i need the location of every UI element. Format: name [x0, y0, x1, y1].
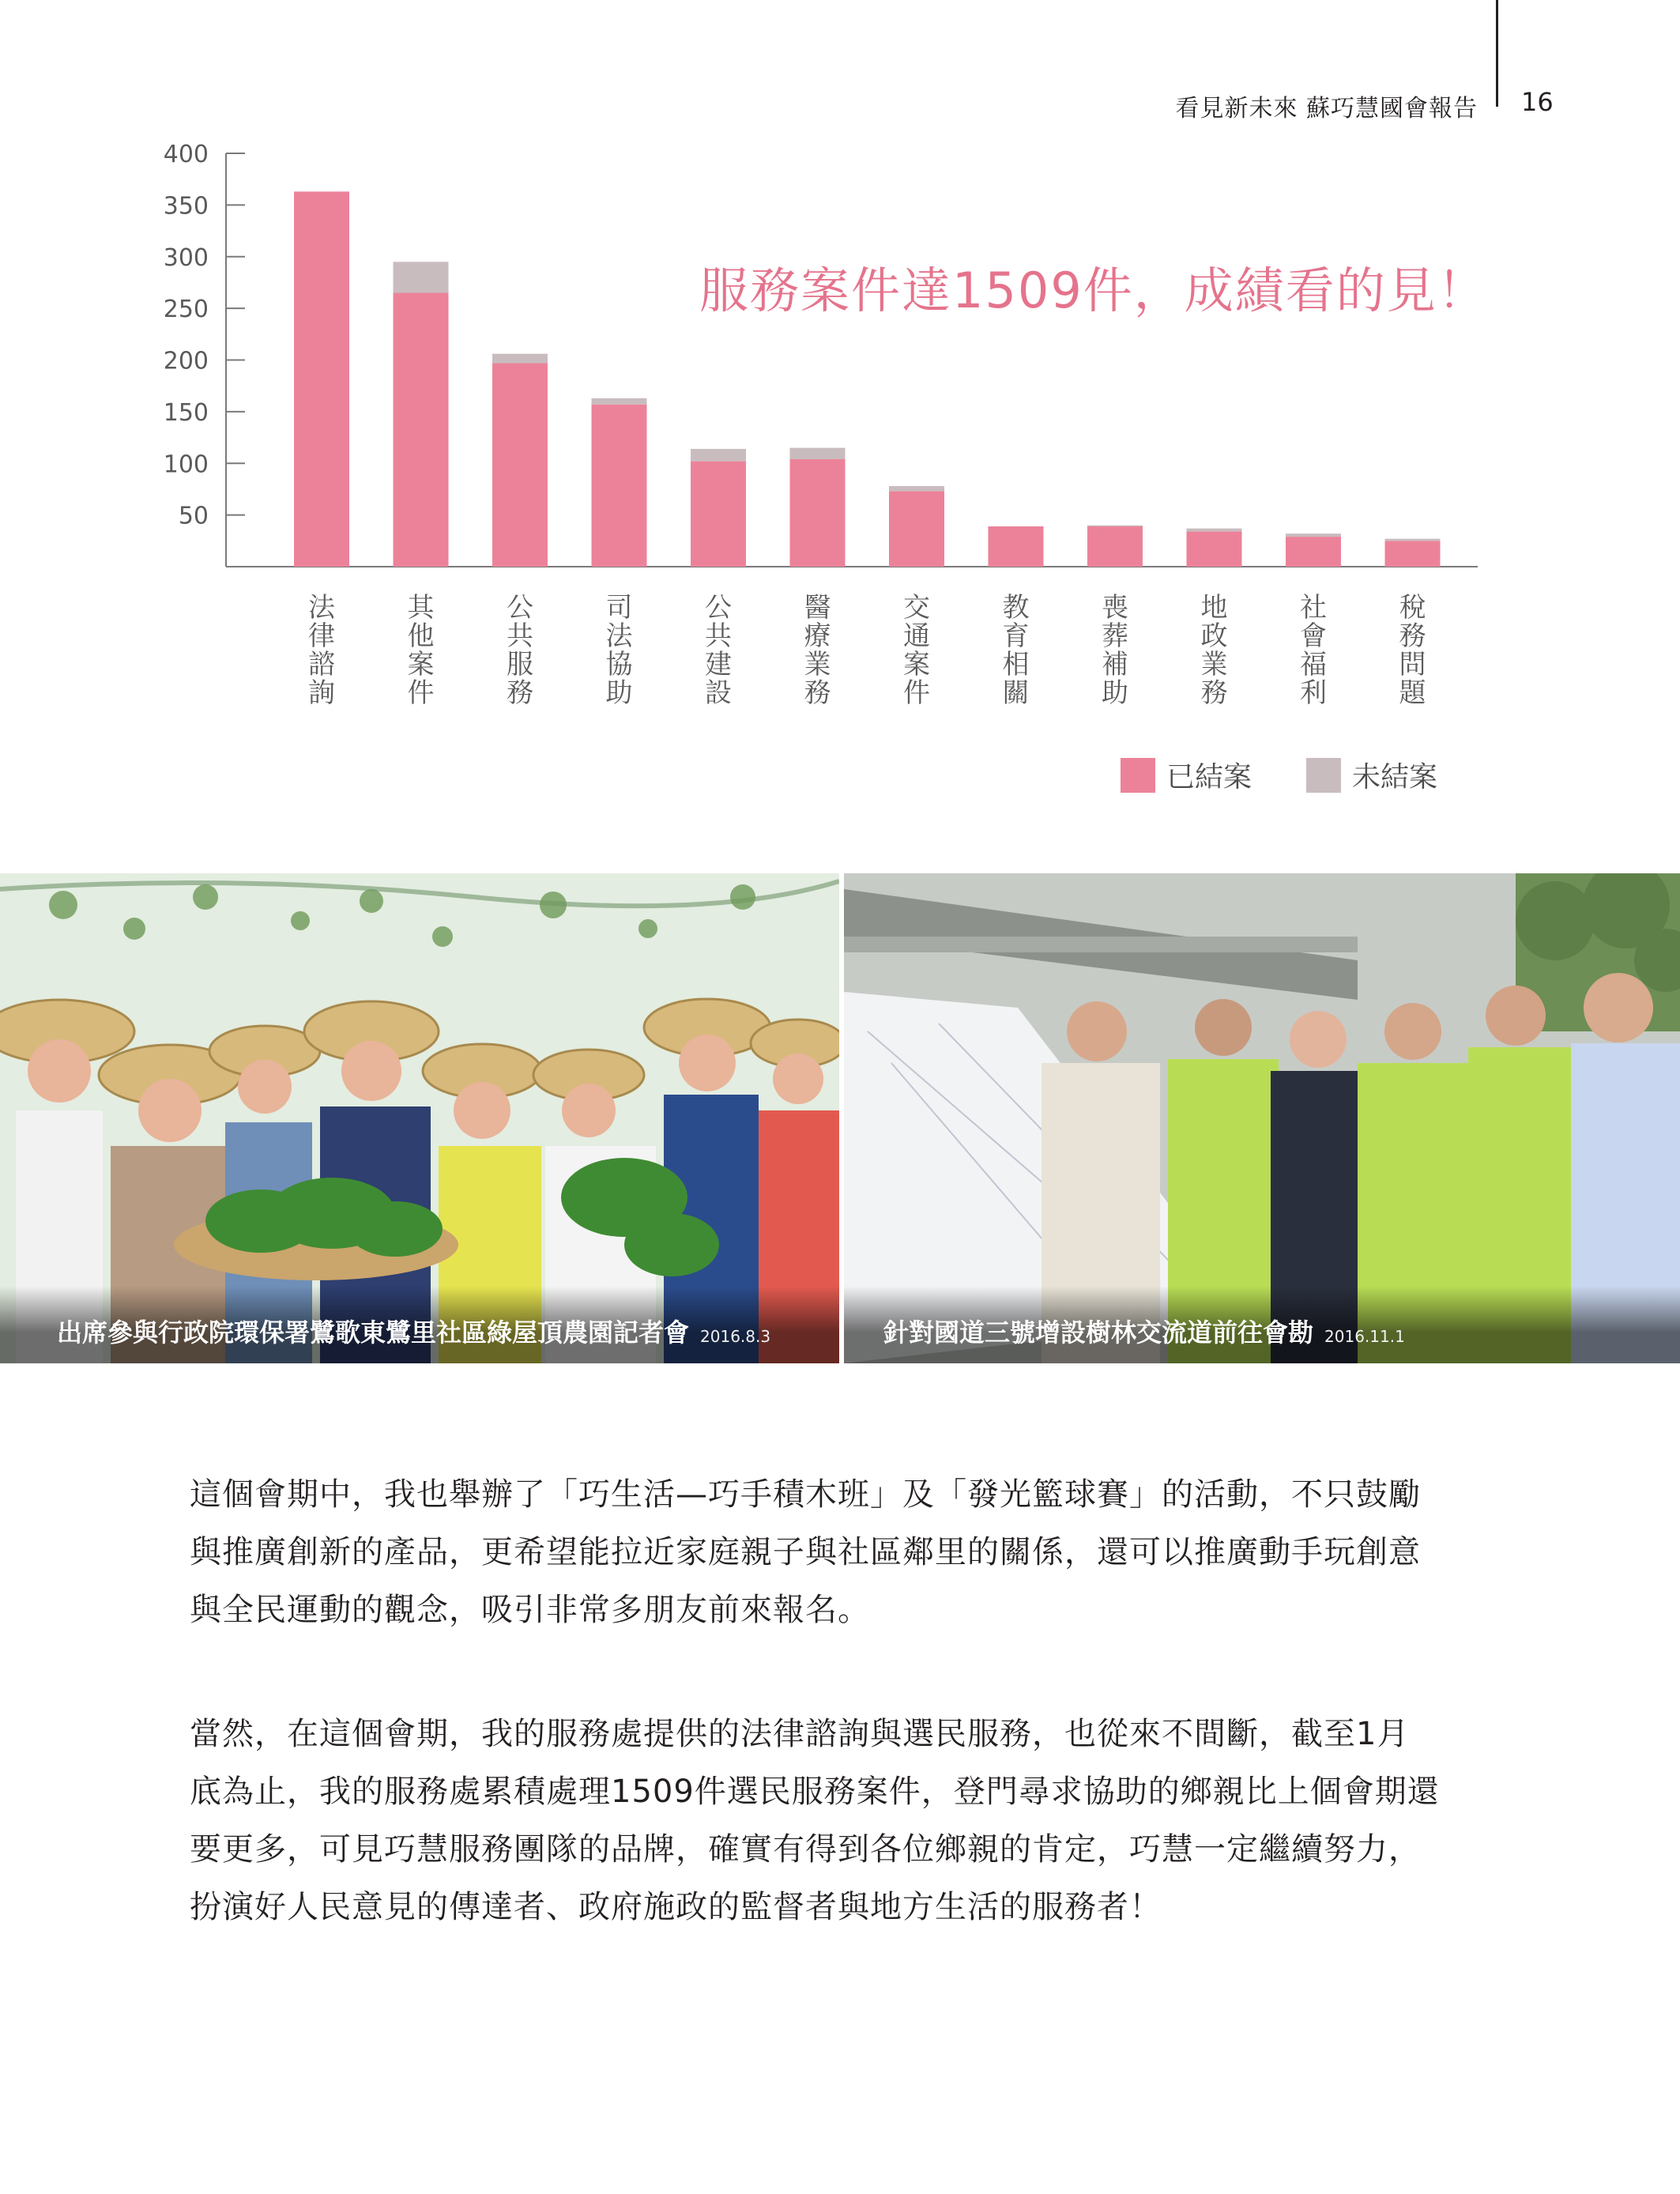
- bar-open: [790, 448, 846, 459]
- photo-caption-left: [0, 1286, 839, 1363]
- x-category-label-char: 關: [1002, 677, 1030, 709]
- x-category-label-char: 會: [1300, 620, 1327, 652]
- bar-closed: [492, 363, 548, 567]
- x-category-label-char: 地: [1200, 592, 1228, 624]
- bar-closed: [592, 405, 647, 567]
- photo-caption-right: [844, 1286, 1680, 1363]
- bar-open: [889, 486, 944, 492]
- bar-closed: [394, 293, 449, 567]
- bar-closed: [889, 492, 944, 567]
- x-category-label-char: 相: [1002, 649, 1030, 680]
- paragraph-line: 底為止，我的服務處累積處理1509件選民服務案件，登門尋求協助的鄉親比上個會期還: [190, 1774, 1440, 1810]
- x-category-label-char: 問: [1399, 649, 1426, 680]
- x-category-label-char: 交: [903, 592, 930, 624]
- bar-closed: [294, 191, 349, 567]
- bar-open: [1187, 529, 1242, 532]
- bar-closed: [691, 462, 746, 567]
- x-category-label-char: 他: [407, 620, 435, 652]
- chart-title: 服務案件達1509件，成績看的見！: [699, 262, 1488, 319]
- paragraph-services: [190, 1706, 1454, 1936]
- photo-caption-date: 2016.8.3: [700, 1327, 771, 1346]
- x-category-label-char: 務: [804, 677, 831, 709]
- bar-closed: [1385, 541, 1441, 567]
- x-category-label-char: 助: [605, 677, 633, 709]
- x-category-label-char: 助: [1102, 677, 1128, 709]
- x-category-label-char: 共: [507, 620, 533, 652]
- x-category-label-char: 法: [308, 592, 335, 624]
- x-category-label-char: 喪: [1102, 592, 1128, 624]
- x-category-label-char: 政: [1200, 620, 1228, 652]
- legend-open-swatch: [1306, 758, 1341, 793]
- legend-closed: [1121, 755, 1252, 795]
- y-tick-label: 300: [163, 243, 209, 272]
- x-category-label-char: 利: [1300, 677, 1327, 709]
- service-cases-bar-chart: [150, 126, 1494, 727]
- y-tick-label: 400: [163, 141, 209, 168]
- paragraph-line: 與全民運動的觀念，吸引非常多朋友前來報名。: [190, 1592, 870, 1628]
- x-category-label-char: 務: [507, 677, 533, 709]
- x-category-label-char: 務: [1200, 677, 1228, 709]
- bar-closed: [790, 459, 846, 567]
- x-category-label-char: 律: [308, 620, 335, 652]
- paragraph-line: 與推廣創新的產品，更希望能拉近家庭親子與社區鄰里的關係，還可以推廣動手玩創意: [190, 1534, 1421, 1570]
- bar-closed: [1187, 532, 1242, 567]
- paragraph-line: 當然，在這個會期，我的服務處提供的法律諮詢與選民服務，也從來不間斷，截至1月: [190, 1716, 1410, 1752]
- x-category-label-char: 福: [1300, 649, 1327, 680]
- site-inspection-photo: [844, 873, 1680, 1363]
- photo-caption-text: 針對國道三號增設樹林交流道前往會勘: [883, 1318, 1314, 1348]
- x-category-label-char: 社: [1300, 592, 1327, 624]
- legend-open: [1306, 755, 1437, 795]
- x-category-label-char: 題: [1399, 677, 1426, 709]
- x-category-label-char: 稅: [1399, 592, 1426, 624]
- x-category-label-char: 務: [1399, 620, 1426, 652]
- bar-closed: [1087, 526, 1143, 567]
- bar-closed: [989, 526, 1044, 567]
- y-tick-label: 350: [163, 192, 209, 221]
- bar-open: [691, 449, 746, 462]
- y-tick-label: 250: [163, 296, 209, 324]
- x-category-label-char: 件: [903, 677, 930, 709]
- x-category-label-char: 療: [804, 620, 831, 652]
- bar-open: [394, 262, 449, 292]
- x-category-label-char: 葬: [1102, 620, 1128, 652]
- y-tick-label: 200: [163, 347, 209, 375]
- x-category-label-char: 業: [1200, 649, 1228, 680]
- bar-open: [1286, 533, 1341, 537]
- x-category-label-char: 通: [903, 620, 930, 652]
- x-category-label-char: 其: [407, 592, 435, 624]
- x-category-label-char: 醫: [804, 592, 831, 624]
- legend-closed-label: 已結案: [1166, 761, 1252, 794]
- x-category-label-char: 業: [804, 649, 831, 680]
- x-category-label-char: 建: [705, 649, 732, 680]
- y-tick-label: 150: [163, 398, 209, 427]
- x-category-label-char: 諮: [308, 649, 335, 680]
- report-title: 看見新未來 蘇巧慧國會報告: [1175, 95, 1478, 123]
- x-category-label-char: 案: [407, 649, 435, 680]
- x-category-label-char: 詢: [308, 677, 335, 709]
- x-category-label-char: 設: [705, 677, 732, 709]
- x-category-label-char: 公: [705, 592, 732, 624]
- header-divider: [1496, 0, 1498, 107]
- paragraph-activities: [190, 1466, 1454, 1639]
- bar-open: [592, 398, 647, 405]
- bar-closed: [1286, 537, 1341, 567]
- page-number: 16: [1521, 87, 1554, 117]
- x-category-label-char: 服: [507, 649, 533, 680]
- x-category-label-char: 法: [605, 620, 633, 652]
- photo-caption-text: 出席參與行政院環保署鷺歌東鷺里社區綠屋頂農園記者會: [57, 1318, 690, 1348]
- bar-open: [492, 354, 548, 364]
- legend-closed-swatch: [1121, 758, 1155, 793]
- y-tick-label: 100: [163, 450, 209, 479]
- x-category-label-char: 件: [407, 677, 435, 709]
- x-category-label-char: 司: [605, 592, 633, 624]
- y-tick-label: 50: [178, 502, 209, 530]
- x-category-label-char: 共: [705, 620, 732, 652]
- bar-open: [1385, 539, 1441, 541]
- photo-caption-date: 2016.11.1: [1324, 1327, 1405, 1346]
- paragraph-line: 這個會期中，我也舉辦了「巧生活—巧手積木班」及「發光籃球賽」的活動，不只鼓勵: [190, 1476, 1421, 1513]
- green-roof-farm-photo: [0, 873, 839, 1363]
- x-category-label-char: 教: [1002, 592, 1030, 624]
- paragraph-line: 扮演好人民意見的傳達者、政府施政的監督者與地方生活的服務者！: [190, 1889, 1162, 1925]
- legend-open-label: 未結案: [1352, 761, 1438, 794]
- x-category-label-char: 公: [507, 592, 533, 624]
- x-category-label-char: 補: [1102, 649, 1128, 680]
- x-category-label-char: 協: [605, 649, 633, 680]
- x-category-label-char: 育: [1002, 620, 1030, 652]
- x-category-label-char: 案: [903, 649, 930, 680]
- paragraph-line: 要更多，可見巧慧服務團隊的品牌，確實有得到各位鄉親的肯定，巧慧一定繼續努力，: [190, 1831, 1421, 1868]
